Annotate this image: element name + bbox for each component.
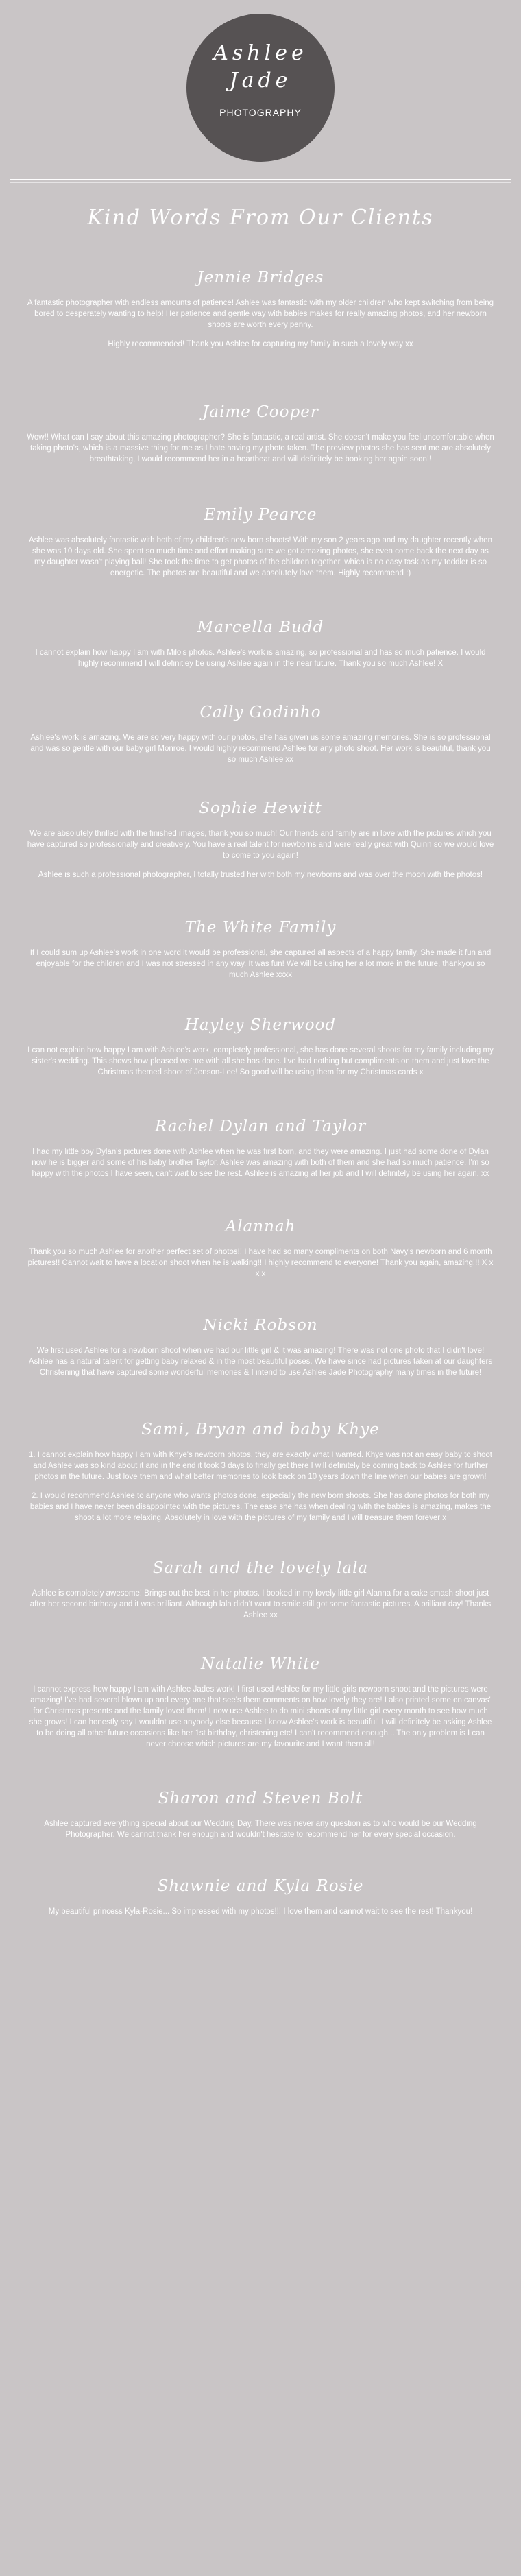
testimonial (0, 919, 521, 980)
logo-name-line2: Jade (229, 69, 292, 93)
testimonial (0, 1016, 521, 1078)
logo-photography-label: PHOTOGRAPHY (219, 107, 302, 118)
testimonial-author: Marcella Budd (197, 618, 324, 636)
testimonial-text: Ashlee is completely awesome! Brings out the best in her photos. I booked in my lovely little girl Alanna for a cake smash shoot just after her second birthday and it was brilliant. Although lala didn't want to smile still got some fantastic pictures. A brilliant day! Thanks Ashlee xx (29, 1589, 492, 1620)
testimonial-text: Ashlee's work is amazing. We are so very happy with our photos, she has given us some amazing memories. She is so professional and was so gentle with our baby girl Monroe. I would highly recommend Ashlee for any photo shoot. Her work is beautiful, thank you so much Ashlee xx (30, 734, 491, 764)
testimonial-text: Ashlee captured everything special about our Wedding Day. There was never any question as to who would be our Wedding Photographer. We cannot thank her enough and wouldn't hesitate to recommend her for every special occasion. (44, 1820, 477, 1839)
testimonial-author: Natalie White (200, 1655, 321, 1673)
testimonial-text: Thank you so much Ashlee for another perfect set of photos!! I have had so many compliments on both Navy's newborn and 6 month pictures!! Cannot wait to have a location shoot when he is walking!! I highly recommend to everyone! Thank you again, amazing!!! X x x x (27, 1248, 494, 1278)
testimonial (0, 799, 521, 880)
testimonial-author: Jaime Cooper (202, 403, 319, 421)
testimonial-text: Wow!! What can I say about this amazing photographer? She is fantastic, a real artist. She doesn't make you feel uncomfortable when taking photo's, which is a massive thing for me as I hate having my photo taken. The preview photos she has sent me are absolutely breathtaking, I would recommend her in a heartbeat and will definitely be booking her again soon!! (27, 433, 494, 464)
testimonial-author: Sharon and Steven Bolt (158, 1790, 363, 1807)
page-title: Kind Words From Our Clients (87, 206, 434, 230)
testimonial (0, 1559, 521, 1621)
testimonial-text: If I could sum up Ashlee's work in one word it would be professional, she captured all aspects of a happy family. She made it fun and enjoyable for the children and I was not stressed in any way. It was fun! We will be using her a lot more in the future, thankyou so much Ashlee xxxx (29, 949, 492, 979)
testimonial-author: The White Family (184, 919, 337, 937)
testimonial (0, 1118, 521, 1179)
testimonial-text: Ashlee was absolutely fantastic with both of my children's new born shoots! With my son 2 years ago and my daughter recently when she was 10 days old. She spent so much time and effort making sure we got amazing photos, she even come back the next day as my daughter wasn't playing ball! She took the time to get photos of the children together, which is no easy task as my toddler is so energetic. The photos are beautiful and we absolutely love them. Highly recommend :) (29, 536, 492, 577)
header-divider-thin (10, 182, 511, 183)
testimonial (0, 618, 521, 669)
testimonial (0, 1790, 521, 1840)
testimonial-author: Jennie Bridges (197, 269, 324, 287)
testimonial-text: I had my little boy Dylan's pictures done with Ashlee when he was first born, and they were amazing. I just had some done of Dylan now he is bigger and some of his baby brother Taylor. Ashlee was amazing with both of them and she had so much patience. I'm so happy with the photos I have seen, can't wait to see the rest. Ashlee is amazing at her job and I will definitely be using her again. xx (32, 1148, 489, 1178)
testimonial-text: We first used Ashlee for a newborn shoot when we had our little girl & it was amazing! There was not one photo that I didn't love! Ashlee has a natural talent for getting baby relaxed & in the most beautiful poses. We have since had pictures taken at our daughters Christening that have captured some wonderful memories & I intend to use Ashlee Jade Photography many times in the future! (28, 1347, 493, 1377)
testimonial-author: Sophie Hewitt (199, 799, 322, 817)
testimonial (0, 403, 521, 465)
testimonial-text: 2. I would recommend Ashlee to anyone who wants photos done, especially the new born shoots. She has done photos for both my babies and I have never been disappointed with the pictures. The ease she has when dealing with the babies is amazing, makes the shoot a lot more relaxing. Absolutely in love with the pictures of my family and I will treasure them forever x (29, 1492, 492, 1522)
testimonial-text: My beautiful princess Kyla-Rosie... So impressed with my photos!!! I love them and cannot wait to see the rest! Thankyou! (48, 1907, 473, 1916)
testimonial-text: 1. I cannot explain how happy I am with Khye's newborn photos, they are exactly what I wanted. Khye was not an easy baby to shoot and Ashlee was so kind about it and in the end it took 3 days to finally get there I will definitely be coming back to Ashlee for further photos in the future. Just love them and what better memories to look back on 10 years down the line when our babies are grown! (29, 1451, 492, 1481)
testimonial (0, 1316, 521, 1378)
testimonial (0, 703, 521, 765)
testimonial (0, 1421, 521, 1524)
testimonial-author: Rachel Dylan and Taylor (154, 1118, 367, 1135)
testimonial-author: Nicki Robson (203, 1316, 318, 1334)
testimonial-author: Emily Pearce (204, 506, 317, 524)
testimonial-author: Sami, Bryan and baby Khye (141, 1421, 380, 1439)
testimonial-author: Hayley Sherwood (184, 1016, 337, 1034)
logo-name-line1: Ashlee (213, 41, 308, 65)
testimonial-text: A fantastic photographer with endless amounts of patience! Ashlee was fantastic with my older children who kept switching from being bored to desperately wanting to help! Her patience and gentle way with babies makes for really amazing photos, and her newborn shoots are worth every penny. (27, 299, 494, 329)
testimonial-author: Sarah and the lovely lala (152, 1559, 369, 1577)
header-divider (10, 179, 511, 180)
header (0, 0, 521, 199)
testimonial (0, 269, 521, 350)
testimonial-text: I can not explain how happy I am with Ashlee's work, completely professional, she has done several shoots for my family including my sister's wedding. This shows how pleased we are with all she has done. I've had nothing but compliments on them and just love the Christmas themed shoot of Jenson-Lee! So good will be using them for my Christmas cards x (27, 1046, 494, 1076)
testimonial (0, 1218, 521, 1279)
testimonial-author: Alannah (225, 1218, 296, 1236)
testimonial-author: Cally Godinho (199, 703, 322, 721)
testimonial-list (0, 269, 521, 1917)
testimonial (0, 506, 521, 579)
testimonial-text: I cannot express how happy I am with Ashlee Jades work! I first used Ashlee for my little girls newborn shoot and the pictures were amazing! I've had several blown up and every one that see's them comments on how lovely they are! I also printed some on canvas' for Christmas presents and the family loved them! I now use Ashlee to do mini shoots of my little girl every month to see how much she grows! I can honestly say I wouldnt use anybody else because I know Ashlee's work is beautiful! I will definitely be asking Ashlee to be doing all other future occasions like her 1st birthday, christening etc! I can't recommend enough... The only problem is I can never choose which pictures are my favourite and I want them all! (29, 1685, 492, 1748)
testimonial-author: Shawnie and Kyla Rosie (157, 1877, 364, 1895)
testimonial (0, 1877, 521, 1917)
testimonial-text: We are absolutely thrilled with the finished images, thank you so much! Our friends and family are in love with the pictures which you have captured so professionally and creatively. You have a real talent for newborns and were really great with Quinn so we would love to come to you again! (27, 830, 494, 860)
testimonial (0, 1655, 521, 1750)
testimonial-text: Highly recommended! Thank you Ashlee for capturing my family in such a lovely way xx (108, 340, 413, 348)
testimonial-text: Ashlee is such a professional photographer, I totally trusted her with both my newborns and was over the moon with the photos! (38, 871, 483, 879)
testimonial-text: I cannot explain how happy I am with Milo's photos. Ashlee's work is amazing, so professional and has so much patience. I would highly recommend I will definitley be using Ashlee again in the near future. Thank you so much Ashlee! X (35, 649, 486, 668)
